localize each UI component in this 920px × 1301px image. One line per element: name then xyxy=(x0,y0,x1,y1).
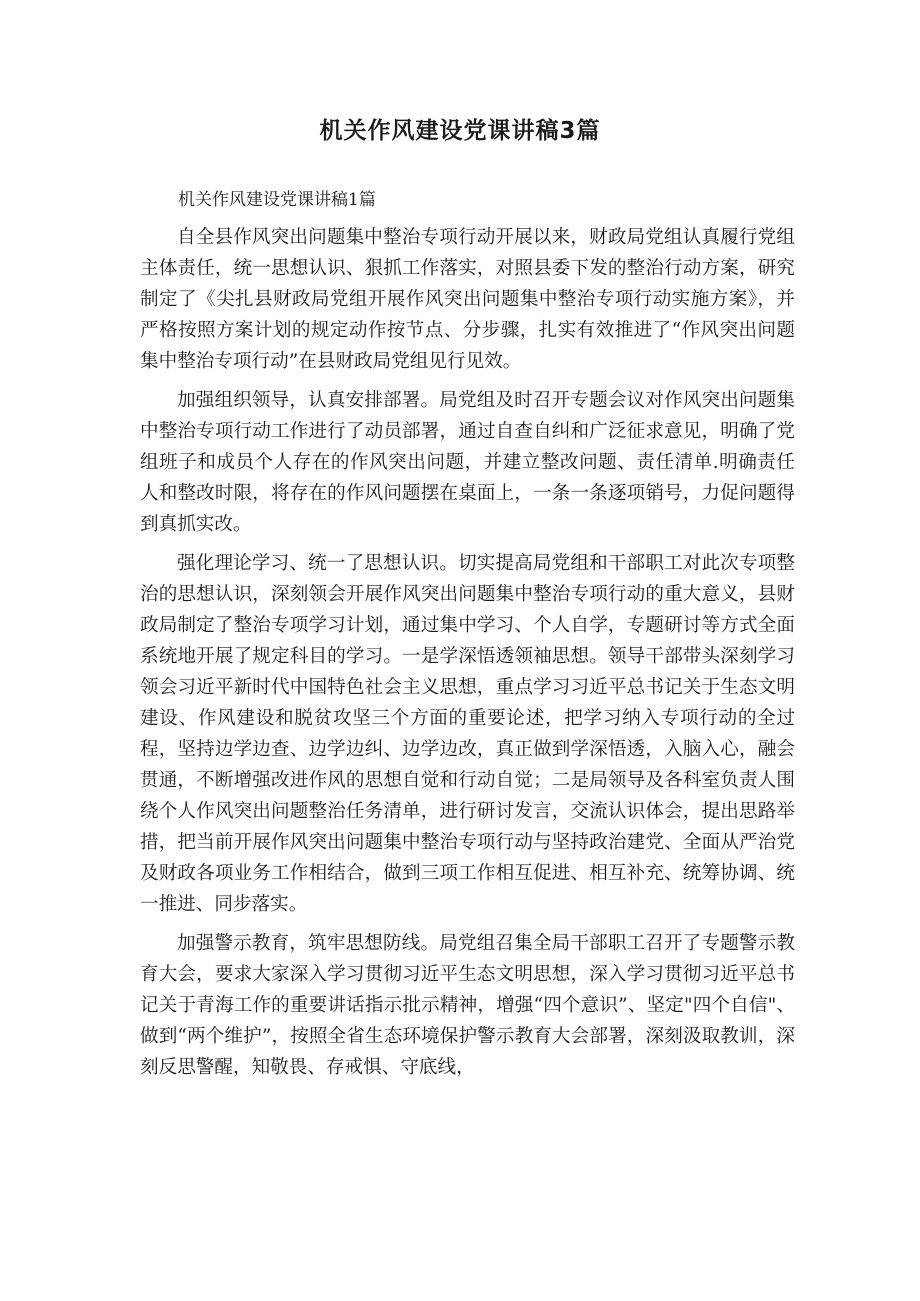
paragraph-theory-study: 强化理论学习、统一了思想认识。切实提高局党组和干部职工对此次专项整治的思想认识，深刻领会开展作风突出问题集中整治专项行动的重大意义，县财政局制定了整治专项学习计划，通过集中学习、个人自学，专题研讨等方式全面系统地开展了规定科目的学习。一是学深悟透领袖思想。领导干部带头深刻学习领会习近平新时代中国特色社会主义思想，重点学习习近平总书记关于生态文明建设、作风建设和脱贫攻坚三个方面的重要论述，把学习纳入专项行动的全过程，坚持边学边查、边学边纠、边学边改，真正做到学深悟透，入脑入心，融会贯通，不断增强改进作风的思想自觉和行动自觉；二是局领导及各科室负责人围绕个人作风突出问题整治任务清单，进行研讨发言，交流认识体会，提出思路举措，把当前开展作风突出问题集中整治专项行动与坚持政治建党、全面从严治党及财政各项业务工作相结合，做到三项工作相互促进、相互补充、统筹协调、统一推进、同步落实。 xyxy=(140,553,795,915)
document-body xyxy=(140,222,795,1091)
paragraph-leadership: 加强组织领导，认真安排部署。局党组及时召开专题会议对作风突出问题集中整治专项行动工作进行了动员部署，通过自查自纠和广泛征求意见，明确了党组班子和成员个人存在的作风突出问题，并建立整改问题、责任清单.明确责任人和整改时限，将存在的作风问题摆在桌面上，一条一条逐项销号，力促问题得到真抓实改。 xyxy=(140,390,795,535)
document-title: 机关作风建设党课讲稿3篇 xyxy=(319,118,601,144)
paragraph-warning-education: 加强警示教育，筑牢思想防线。局党组召集全局干部职工召开了专题警示教育大会，要求大家深入学习贯彻习近平生态文明思想，深入学习贯彻习近平总书记关于青海工作的重要讲话指示批示精神，增强“四个意识”、坚定"四个自信"、做到“两个维护”，按照全省生态环境保护警示教育大会部署，深刻汲取教训，深刻反思警醒，知敬畏、存戒惧、守底线， xyxy=(140,933,795,1078)
section-subtitle: 机关作风建设党课讲稿1篇 xyxy=(178,190,376,210)
paragraph-intro: 自全县作风突出问题集中整治专项行动开展以来，财政局党组认真履行党组主体责任，统一思想认识、狠抓工作落实，对照县委下发的整治行动方案，研究制定了《尖扎县财政局党组开展作风突出问题集中整治专项行动实施方案》，并严格按照方案计划的规定动作按节点、分步骤，扎实有效推进了“作风突出问题集中整治专项行动”在县财政局党组见行见效。 xyxy=(140,227,795,372)
